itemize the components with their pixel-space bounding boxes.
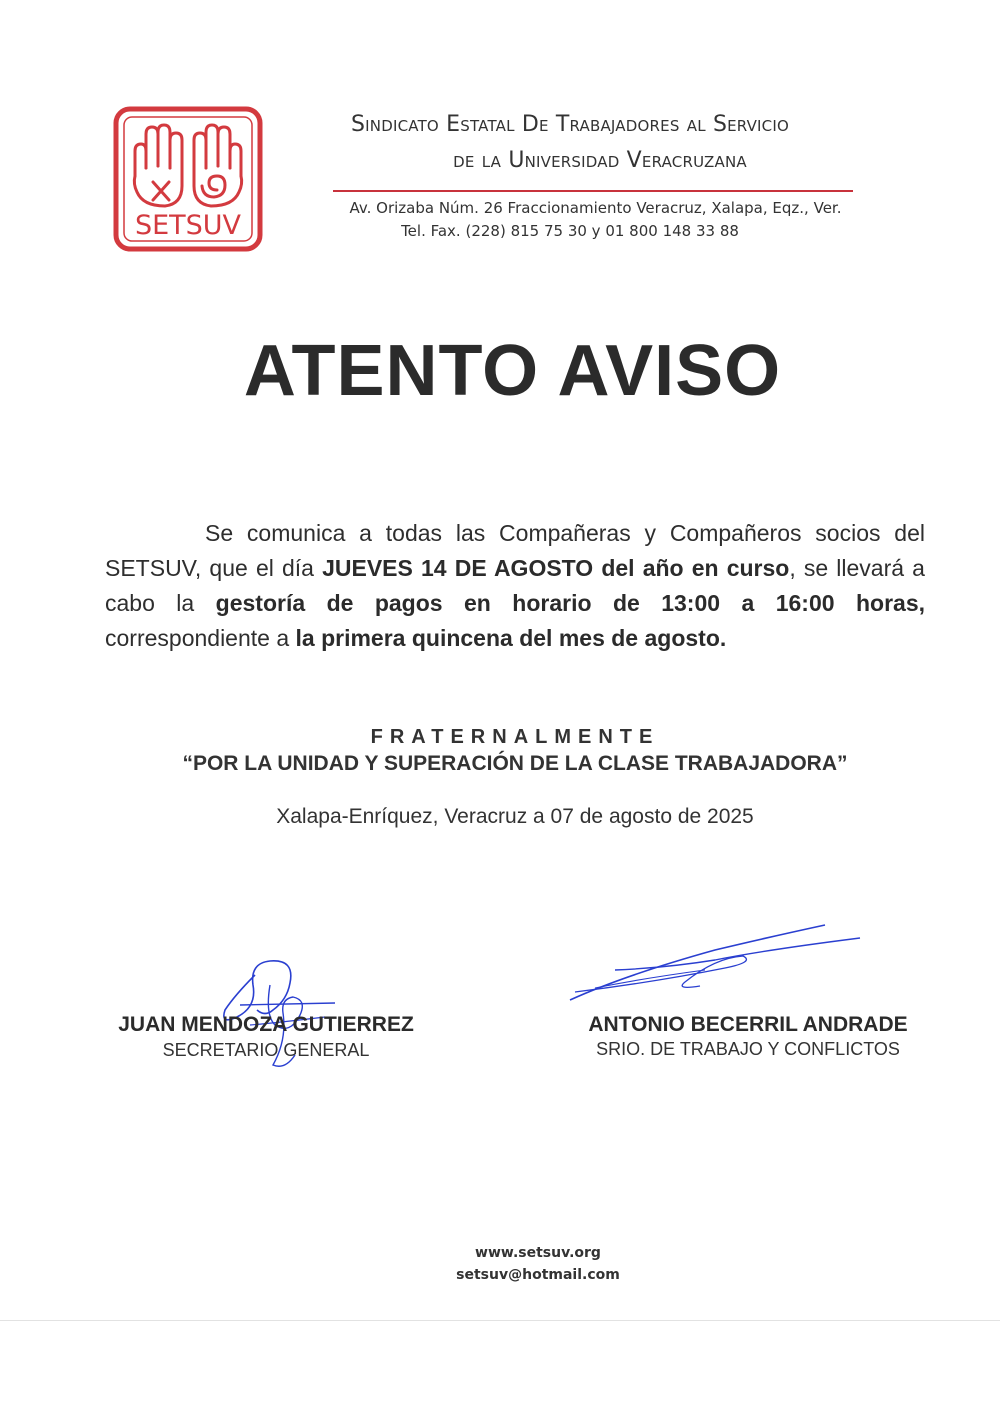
footer-website[interactable]: www.setsuv.org (475, 1245, 601, 1261)
signature-right (565, 920, 865, 1005)
body-text-2: , se llevará a cabo la (105, 555, 925, 616)
body-period: la primera quincena del mes de agosto. (295, 625, 727, 651)
setsuv-logo (113, 106, 263, 252)
signatory-title-right: SRIO. DE TRABAJO Y CONFLICTOS (596, 1039, 900, 1059)
notice-title: ATENTO AVISO (243, 331, 782, 411)
body-date: JUEVES 14 DE AGOSTO del año en curso (322, 555, 790, 581)
address-line: Av. Orizaba Núm. 26 Fraccionamiento Veracruz, Xalapa, Eqz., Ver. (349, 199, 842, 217)
page-bottom-edge (0, 1320, 1000, 1321)
body-text-1: Se comunica a todas las Compañeras y Compañeros socios del SETSUV, que el día (105, 520, 925, 581)
org-name-line-2: de la Universidad Veracruzana (453, 148, 747, 173)
body-text-3: correspondiente a (105, 625, 296, 651)
notice-body (105, 516, 925, 656)
logo-text: SETSUV (134, 210, 242, 241)
signatory-name-right: ANTONIO BECERRIL ANDRADE (588, 1013, 908, 1036)
signatory-name-left: JUAN MENDOZA GUTIERREZ (118, 1013, 414, 1036)
signatory-title-left: SECRETARIO GENERAL (162, 1040, 370, 1060)
closing-salutation: FRATERNALMENTE (370, 726, 660, 748)
union-motto: “POR LA UNIDAD Y SUPERACIÓN DE LA CLASE TRABAJADORA” (182, 752, 848, 775)
footer-email[interactable]: setsuv@hotmail.com (456, 1267, 620, 1283)
org-name-line-1: Sindicato Estatal De Trabajadores al Servicio (351, 112, 789, 137)
place-and-date: Xalapa-Enríquez, Veracruz a 07 de agosto de 2025 (276, 805, 754, 828)
body-schedule: gestoría de pagos en horario de 13:00 a 16:00 horas, (215, 590, 925, 616)
header-divider (333, 190, 853, 192)
phone-line: Tel. Fax. (228) 815 75 30 y 01 800 148 33 88 (401, 222, 739, 240)
